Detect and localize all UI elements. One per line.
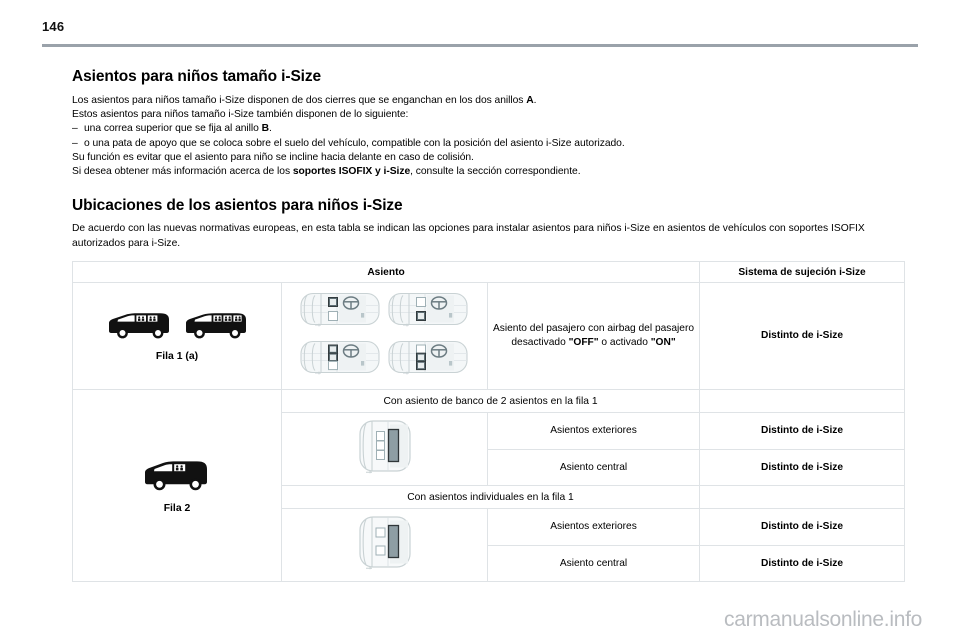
dash-marker-2: – (72, 137, 78, 149)
paragraph-1 (72, 94, 910, 108)
fila-2-group-b-title: Con asientos individuales en la fila 1 (282, 486, 700, 509)
fila-2-label: Fila 2 (163, 502, 191, 514)
bullet-2 (72, 137, 910, 151)
header-restraint: Sistema de sujeción i-Size (700, 262, 905, 283)
bullet-2-text: o una pata de apoyo que se coloca sobre el suelo del vehículo, compatible con la posición del asiento i-Size autorizado. (84, 137, 625, 149)
fila-1-illustration-cell (73, 283, 282, 390)
ring-b-label: B (261, 123, 270, 135)
car-topview-icon-individual (350, 514, 420, 575)
fila-1-description-cell (488, 283, 700, 390)
van-side-view-fila2 (73, 458, 281, 497)
car-topview-icon-4 (387, 337, 471, 382)
fila-2-group-a-title: Con asiento de banco de 2 asientos en la fila 1 (282, 390, 700, 413)
fila-2-illustration-cell (73, 390, 282, 582)
fila-1-desc-mid: o activado (598, 337, 651, 349)
van-silhouette-icon (104, 310, 174, 345)
group-b-outer-position: Asientos exteriores (488, 509, 700, 546)
site-watermark: carmanualsonline.info (724, 608, 922, 631)
group-a-topview-cell (282, 413, 488, 486)
paragraph-4-pre: Si desea obtener más información acerca de los (72, 166, 293, 178)
page-content (72, 68, 910, 582)
dash-marker: – (72, 123, 78, 135)
section-one-title: Asientos para niños tamaño i-Size (72, 68, 322, 85)
isize-locations-table (72, 261, 905, 582)
bullet-1-post: . (269, 123, 272, 135)
group-a-center-restraint: Distinto de i-Size (700, 449, 905, 486)
car-topview-icon-3 (299, 337, 383, 382)
ring-a-label: A (526, 95, 534, 107)
car-topview-icon-2 (387, 289, 471, 334)
group-b-center-restraint: Distinto de i-Size (700, 545, 905, 582)
airbag-on-label: "ON" (650, 337, 676, 349)
paragraph-1-post: . (533, 95, 537, 107)
isofix-isize-label: soportes ISOFIX y i-Size (292, 166, 411, 178)
topview-diagram-individual (282, 509, 487, 581)
fila-1-desc-pre: Asiento del pasajero con airbag del pasajero desactivado (492, 323, 695, 349)
bullet-1-pre: una correa superior que se fija al anillo (84, 123, 262, 135)
group-a-center-position: Asiento central (488, 449, 700, 486)
topview-diagram-bench (282, 413, 487, 485)
section-two-title: Ubicaciones de los asientos para niños i-Size (72, 197, 403, 215)
paragraph-3: Su función es evitar que el asiento para niño se incline hacia delante en caso de colisión. (72, 151, 474, 163)
paragraph-1-pre: Los asientos para niños tamaño i-Size disponen de dos cierres que se enganchan en los dos anillos (72, 95, 527, 107)
header-rule (42, 44, 918, 47)
fila-2-group-b-title-restraint (700, 486, 905, 509)
group-b-topview-cell (282, 509, 488, 582)
section-two-intro: De acuerdo con las nuevas normativas europeas, en esta tabla se indican las opciones para instalar asientos para niños i-Size en asientos de vehículos con soportes ISOFIX autorizados para i-Size. (72, 223, 865, 249)
paragraph-2: Estos asientos para niños tamaño i-Size también disponen de lo siguiente: (72, 109, 409, 121)
fila-2-group-a-title-restraint (700, 390, 905, 413)
van-side-views-fila1 (73, 310, 281, 345)
fila-1-restraint-cell: Distinto de i-Size (700, 283, 905, 390)
table-row-fila-2-group-a-title (73, 390, 905, 413)
paragraph-4 (72, 165, 910, 179)
fila-1-topview-cell (282, 283, 488, 390)
table-row-fila-1 (73, 283, 905, 390)
bullet-1 (72, 122, 910, 136)
fila-1-label: Fila 1 (a) (155, 351, 199, 363)
header-seat: Asiento (73, 262, 700, 283)
group-b-outer-restraint: Distinto de i-Size (700, 509, 905, 546)
car-topview-icon-1 (299, 289, 383, 334)
car-topview-icon-bench (350, 418, 420, 479)
group-a-outer-restraint: Distinto de i-Size (700, 413, 905, 450)
page-number: 146 (42, 19, 65, 34)
van-silhouette-icon-short (139, 458, 215, 497)
van-silhouette-icon-variant (181, 310, 251, 345)
paragraph-4-post: , consulte la sección correspondiente. (410, 166, 581, 178)
topview-diagram-grid (282, 283, 487, 389)
table-header-row (73, 262, 905, 283)
group-b-center-position: Asiento central (488, 545, 700, 582)
group-a-outer-position: Asientos exteriores (488, 413, 700, 450)
airbag-off-label: "OFF" (568, 337, 599, 349)
